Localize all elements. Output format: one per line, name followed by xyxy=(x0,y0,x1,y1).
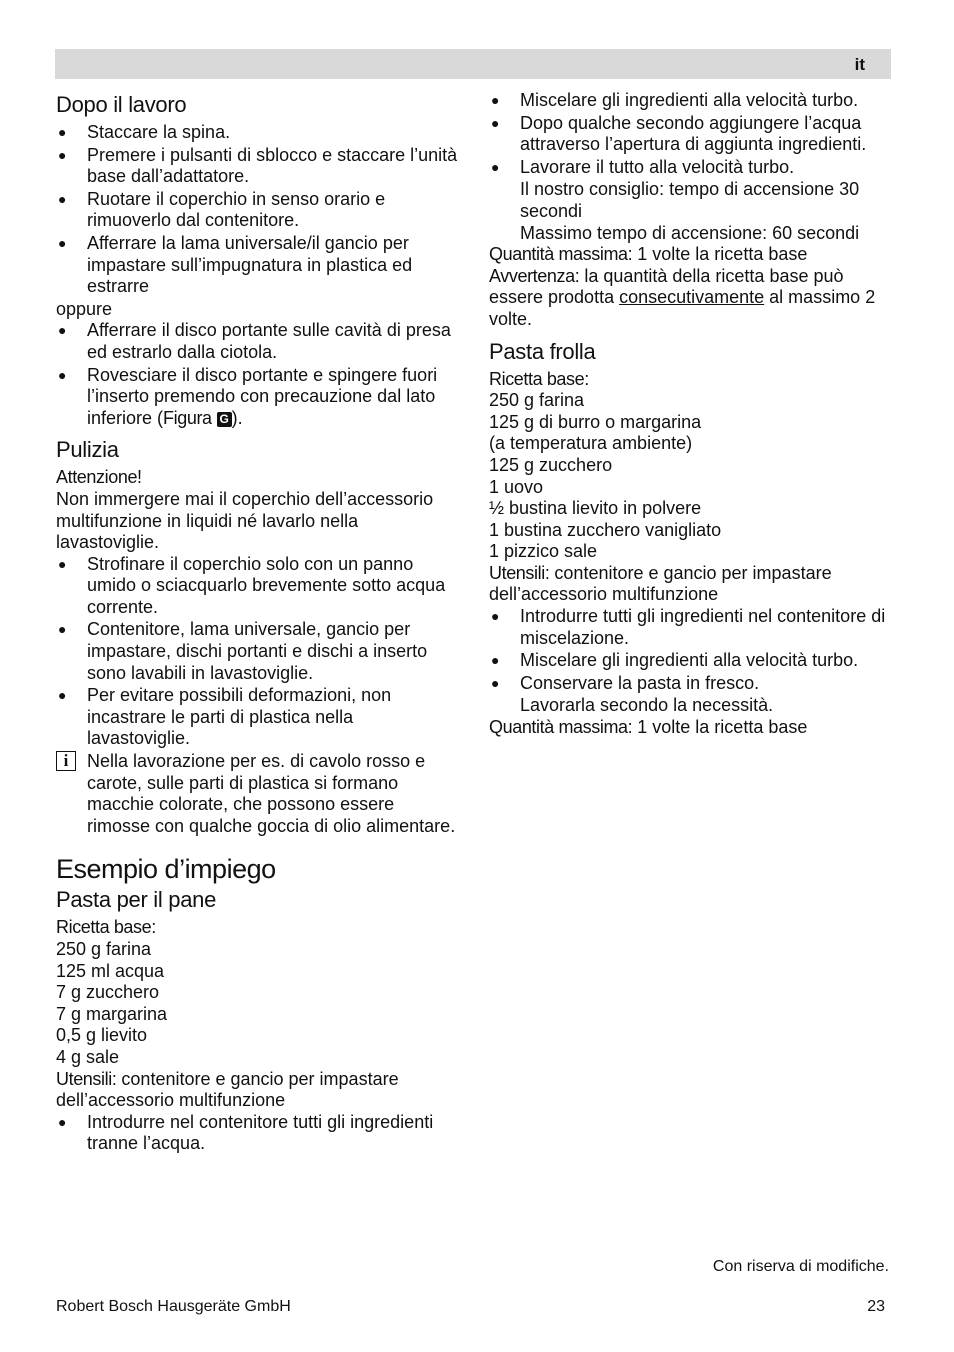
bullet-icon: ● xyxy=(58,555,67,572)
ingredient: 250 g farina xyxy=(489,390,585,411)
ingredient: 1 bustina zucchero vanigliato xyxy=(489,519,722,540)
list-item: ● Afferrare il disco portante sulle cavità di presa ed estrarlo dalla ciotola. xyxy=(58,320,451,362)
bullet-icon: ● xyxy=(58,366,67,383)
list-item: ● Introdurre nel contenitore tutti gli ingredienti tranne l’acqua. xyxy=(58,1111,434,1154)
list-pasta-pane xyxy=(56,1112,461,1155)
list-item: ● Afferrare la lama universale/il gancio per impastare sull’impugnatura in plastica ed estrarre xyxy=(58,232,413,297)
list-item: ● Staccare la spina. xyxy=(58,122,231,142)
footer-company: Robert Bosch Hausgeräte GmbH xyxy=(56,1298,291,1315)
list-dopo-il-lavoro-2 xyxy=(56,320,461,429)
oppure-text: oppure xyxy=(56,298,113,319)
list-item: ● Miscelare gli ingredienti alla velocità turbo. xyxy=(491,650,859,671)
bullet-icon: ● xyxy=(58,124,67,140)
list-item: ● Ruotare il coperchio in senso orario e rimuoverlo dal contenitore. xyxy=(58,188,386,231)
attention-label: Attenzione! xyxy=(56,467,142,488)
ingredient: (a temperatura ambiente) xyxy=(489,433,693,454)
bullet-icon: ● xyxy=(491,92,500,108)
right-column xyxy=(489,90,895,739)
ingredient: 250 g farina xyxy=(56,939,152,959)
list-item: ● Conservare la pasta in fresco. xyxy=(491,672,760,693)
info-icon: i xyxy=(56,751,76,771)
recipe-label: Ricetta base: xyxy=(56,917,156,938)
bullet-icon: ● xyxy=(58,322,67,339)
max-quantity-line: Quantità massima: 1 volte la ricetta base xyxy=(489,244,808,265)
bullet-icon: ● xyxy=(491,158,500,175)
list-item: ● Miscelare gli ingredienti alla velocità turbo. xyxy=(491,90,859,110)
bullet-icon: ● xyxy=(491,114,500,131)
list-item: ● Lavorare il tutto alla velocità turbo. xyxy=(491,156,795,177)
list-item: ● Introdurre tutti gli ingredienti nel contenitore di miscelazione. xyxy=(491,606,886,648)
section-title-dopo-il-lavoro: Dopo il lavoro xyxy=(56,92,187,117)
header-bar xyxy=(55,49,891,79)
page-number: 23 xyxy=(867,1298,885,1315)
bullet-icon: ● xyxy=(58,146,67,163)
ingredient: 125 g di burro o margarina xyxy=(489,411,702,432)
list-item: ● Premere i pulsanti di sblocco e staccare l’unità base dall’adattatore. xyxy=(58,144,458,187)
max-quantity-line: Quantità massima: 1 volte la ricetta base xyxy=(489,717,808,738)
list-item: ● Strofinare il coperchio solo con un panno umido o sciacquarlo brevemente sotto acqua corrente. xyxy=(58,553,446,617)
ingredient: ½ bustina lievito in polvere xyxy=(489,498,702,519)
bullet-icon: ● xyxy=(58,687,67,704)
left-column xyxy=(56,92,461,1156)
max-time-text: Massimo tempo di accensione: 60 secondi xyxy=(520,222,860,243)
ingredient: 1 uovo xyxy=(489,476,544,497)
list-pulizia xyxy=(56,554,461,750)
list-pasta-frolla xyxy=(489,606,895,694)
ingredient: 1 pizzico sale xyxy=(489,541,598,562)
after-text: Lavorarla secondo la necessità. xyxy=(520,695,774,716)
figure-reference: Figura xyxy=(163,407,212,428)
ingredient: 125 ml acqua xyxy=(56,960,165,981)
info-text: Nella lavorazione per es. di cavolo rosso e carote, sulle parti di plastica si formano macchie colorate, che possono essere rimosse con qualche goccia di olio alimentare. xyxy=(87,751,456,836)
ingredient: 125 g zucchero xyxy=(489,454,613,475)
section-title-pasta-pane: Pasta per il pane xyxy=(56,887,217,913)
bullet-icon: ● xyxy=(491,674,500,691)
bullet-icon: ● xyxy=(58,190,67,207)
bullet-icon: ● xyxy=(491,652,500,669)
list-item: ● Contenitore, lama universale, gancio per impastare, dischi portanti e dischi a inserto sono lavabili in lavastoviglie. xyxy=(58,619,428,683)
figure-g-icon: G xyxy=(217,412,232,427)
chapter-title-esempio: Esempio d’impiego xyxy=(56,854,276,885)
language-tag: it xyxy=(854,55,865,74)
ingredient: 4 g sale xyxy=(56,1046,120,1067)
list-item: ● Rovesciare il disco portante e spingere fuori l’inserto premendo con precauzione dal lato inferiore (Figura G ). xyxy=(58,364,438,428)
ingredient: 7 g zucchero xyxy=(56,982,160,1003)
bullet-icon: ● xyxy=(58,234,67,251)
warning-line: Avvertenza: la quantità della ricetta base può essere prodotta consecutivamente al massimo 2 volte. xyxy=(489,265,876,329)
bullet-icon: ● xyxy=(58,621,67,638)
list-dopo-il-lavoro xyxy=(56,122,461,298)
section-title-pulizia: Pulizia xyxy=(56,437,119,463)
footer-note: Con riserva di modifiche. xyxy=(712,1258,889,1275)
attention-text: Non immergere mai il coperchio dell’accessorio multifunzione in liquidi né lavarlo nella lavastoviglie. xyxy=(56,488,434,553)
section-title-pasta-frolla: Pasta frolla xyxy=(489,338,596,364)
recipe-label: Ricetta base: xyxy=(489,368,589,389)
list-item: ● Dopo qualche secondo aggiungere l’acqua attraverso l’apertura di aggiunta ingredienti. xyxy=(491,112,867,155)
tip-text: Il nostro consiglio: tempo di accensione 30 secondi xyxy=(520,179,860,221)
ingredient: 0,5 g lievito xyxy=(56,1025,148,1046)
ingredient: 7 g margarina xyxy=(56,1003,168,1024)
list-item: ● Per evitare possibili deformazioni, non incastrare le parti di plastica nella lavastoviglie. xyxy=(58,685,392,749)
list-pasta-pane-cont xyxy=(489,90,895,178)
tools-line: Utensili: contenitore e gancio per impastare dell’accessorio multifunzione xyxy=(489,562,832,605)
bullet-icon: ● xyxy=(58,1113,67,1130)
bullet-icon: ● xyxy=(491,608,500,625)
tools-line: Utensili: contenitore e gancio per impastare dell’accessorio multifunzione xyxy=(56,1068,399,1111)
info-note xyxy=(56,751,461,837)
